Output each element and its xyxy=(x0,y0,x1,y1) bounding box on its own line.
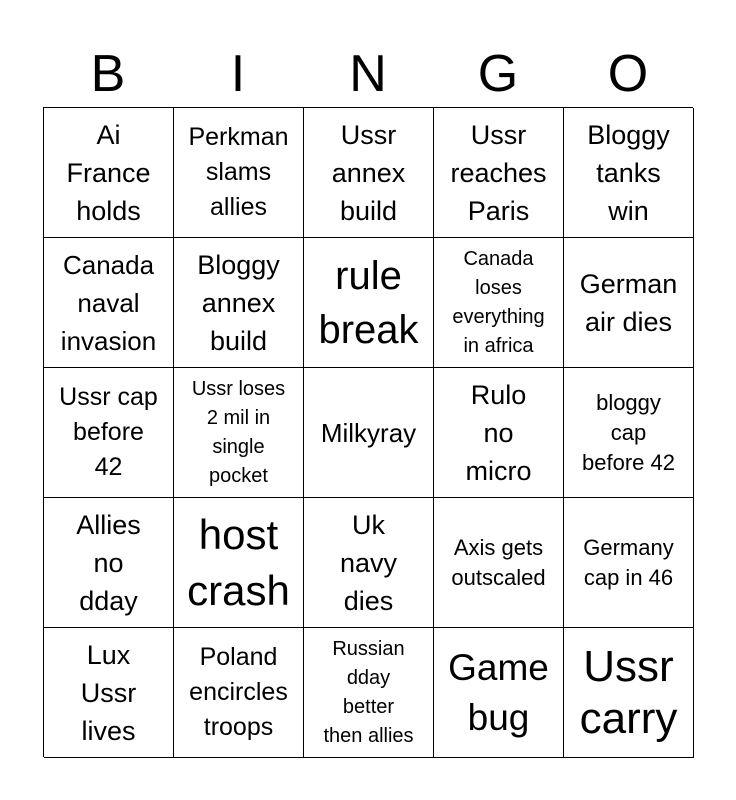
bingo-cell[interactable] xyxy=(44,238,174,368)
bingo-cell-label: Ussr reaches Paris xyxy=(450,119,547,226)
bingo-cell[interactable] xyxy=(564,628,694,758)
header-letter-n: N xyxy=(349,45,387,103)
bingo-cell[interactable] xyxy=(564,238,694,368)
bingo-cell-label: Russian dday better then allies xyxy=(323,637,414,747)
bingo-cell-label: Lux Ussr lives xyxy=(80,639,137,746)
bingo-cell[interactable] xyxy=(174,368,304,498)
bingo-cell-label: Milkyray xyxy=(320,417,417,448)
bingo-cell[interactable] xyxy=(564,108,694,238)
bingo-cell-label: Bloggy tanks win xyxy=(587,119,670,226)
bingo-cell-label: Allies no dday xyxy=(76,509,141,616)
bingo-header xyxy=(43,40,693,108)
bingo-cell-label: Perkman slams allies xyxy=(188,123,289,221)
bingo-cell-label: Ussr carry xyxy=(579,641,678,743)
bingo-cell[interactable] xyxy=(174,498,304,628)
bingo-cell[interactable] xyxy=(434,498,564,628)
bingo-cell[interactable] xyxy=(304,498,434,628)
bingo-cell-label: Poland encircles troops xyxy=(189,643,288,741)
bingo-cell-label: Game bug xyxy=(448,646,549,738)
bingo-cell-label: Canada naval invasion xyxy=(60,249,157,356)
bingo-cell-label: Germany cap in 46 xyxy=(583,534,674,590)
bingo-cell[interactable] xyxy=(44,628,174,758)
bingo-cell[interactable] xyxy=(434,238,564,368)
bingo-cell-label: host crash xyxy=(187,510,290,614)
bingo-cell[interactable] xyxy=(174,238,304,368)
bingo-cell-label: Axis gets outscaled xyxy=(451,534,546,590)
bingo-cell-label: Ai France holds xyxy=(66,119,151,226)
bingo-cell-label: rule break xyxy=(318,253,419,352)
bingo-cell[interactable] xyxy=(434,368,564,498)
bingo-cell-label: Ussr loses 2 mil in single pocket xyxy=(191,377,286,487)
bingo-cell[interactable] xyxy=(44,108,174,238)
bingo-cell[interactable] xyxy=(174,108,304,238)
header-letter-b: B xyxy=(90,45,126,103)
bingo-cell-label: German air dies xyxy=(579,268,678,337)
header-letter-i: I xyxy=(230,45,246,103)
bingo-cell[interactable] xyxy=(304,238,434,368)
bingo-cell[interactable] xyxy=(304,628,434,758)
bingo-cell[interactable] xyxy=(304,108,434,238)
bingo-cell[interactable] xyxy=(304,368,434,498)
bingo-board xyxy=(43,107,693,757)
bingo-cell[interactable] xyxy=(44,498,174,628)
header-letter-o: O xyxy=(607,45,649,103)
bingo-cell-label: bloggy cap before 42 xyxy=(582,389,675,475)
bingo-cell[interactable] xyxy=(564,368,694,498)
bingo-cell[interactable] xyxy=(44,368,174,498)
header-letter-g: G xyxy=(477,45,519,103)
bingo-cell-label: Canada loses everything in africa xyxy=(452,247,545,357)
bingo-cell-label: Uk navy dies xyxy=(339,509,398,616)
bingo-cell-label: Ussr annex build xyxy=(331,119,406,226)
bingo-cell[interactable] xyxy=(564,498,694,628)
bingo-cell-label: Rulo no micro xyxy=(465,379,532,486)
bingo-cell-label: Bloggy annex build xyxy=(197,249,280,356)
bingo-cell[interactable] xyxy=(434,108,564,238)
bingo-cell[interactable] xyxy=(434,628,564,758)
bingo-cell[interactable] xyxy=(174,628,304,758)
bingo-cell-label: Ussr cap before 42 xyxy=(59,383,158,481)
